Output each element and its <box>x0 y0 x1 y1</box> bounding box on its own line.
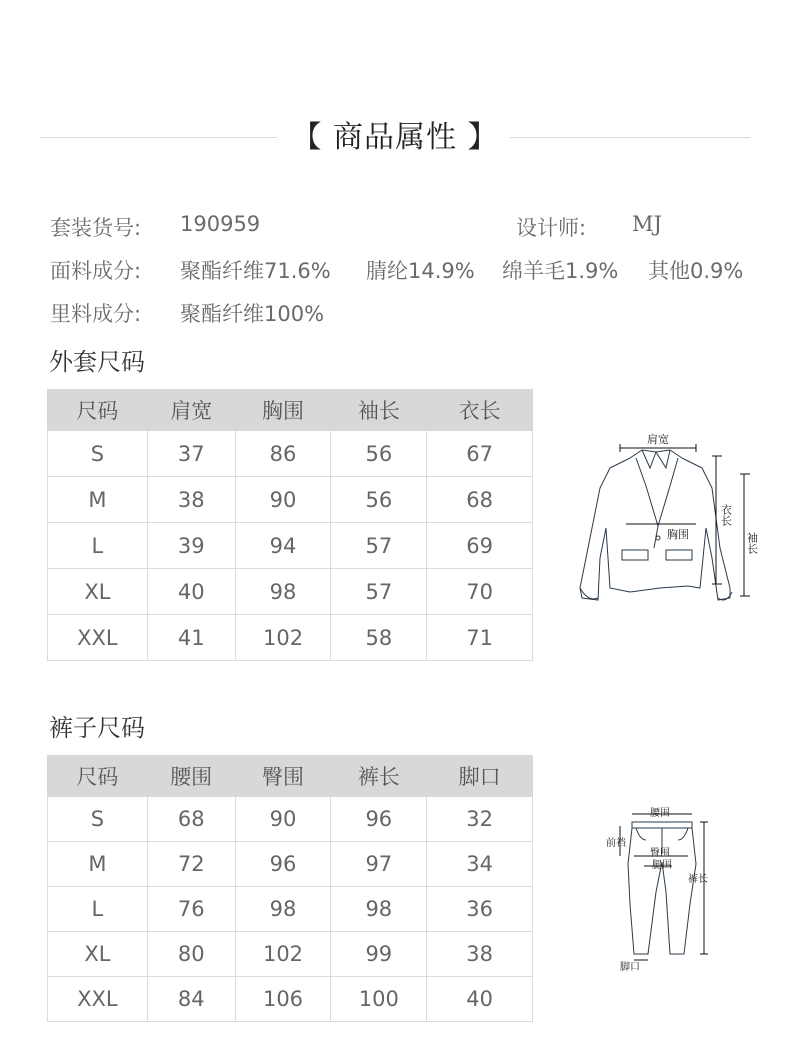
table-cell: 102 <box>235 932 331 977</box>
table-cell: 98 <box>331 887 427 932</box>
column-header: 脚口 <box>427 756 533 797</box>
table-cell: 57 <box>331 569 427 615</box>
length-label <box>720 504 733 527</box>
table-cell: 32 <box>427 797 533 842</box>
table-row <box>48 797 533 842</box>
jacket-size-table <box>47 389 533 661</box>
table-cell: 86 <box>235 431 331 477</box>
front-rise-label: 前裆 <box>606 838 626 849</box>
table-row <box>48 932 533 977</box>
column-header: 肩宽 <box>147 390 235 431</box>
table-cell: 90 <box>235 477 331 523</box>
style-no-label: 套装货号: <box>50 216 142 240</box>
column-header: 袖长 <box>331 390 427 431</box>
waist-label: 腰围 <box>650 808 670 819</box>
table-cell: 97 <box>331 842 427 887</box>
table-header-row <box>48 390 533 431</box>
shoulder-label: 肩宽 <box>647 433 669 446</box>
table-cell: 98 <box>235 887 331 932</box>
table-cell: 69 <box>427 523 533 569</box>
column-header: 裤长 <box>331 756 427 797</box>
table-cell: 38 <box>427 932 533 977</box>
style-no-value: 190959 <box>180 212 261 236</box>
table-cell: 80 <box>147 932 235 977</box>
table-cell: 94 <box>235 523 331 569</box>
table-cell: 100 <box>331 977 427 1022</box>
table-cell: 76 <box>147 887 235 932</box>
fabric-item: 聚酯纤维71.6% <box>180 259 331 283</box>
sleeve-label-text: 袖长 <box>745 532 759 554</box>
table-cell: 40 <box>147 569 235 615</box>
table-cell: 58 <box>331 615 427 661</box>
table-cell: 96 <box>235 842 331 887</box>
table-row <box>48 569 533 615</box>
table-cell: 99 <box>331 932 427 977</box>
table-cell: XXL <box>48 615 148 661</box>
fabric-item: 绵羊毛1.9% <box>502 259 619 283</box>
fabric-label: 面料成分: <box>50 259 142 283</box>
hip-label: 臀围 <box>650 848 670 859</box>
length-label-text: 衣长 <box>719 504 733 526</box>
sleeve-label <box>746 531 759 555</box>
table-cell: S <box>48 797 148 842</box>
pants-section-title: 裤子尺码 <box>49 714 145 742</box>
fabric-item: 腈纶14.9% <box>366 259 475 283</box>
table-cell: 34 <box>427 842 533 887</box>
table-cell: S <box>48 431 148 477</box>
pants-size-table <box>47 755 533 1022</box>
table-cell: M <box>48 477 148 523</box>
table-cell: 38 <box>147 477 235 523</box>
table-cell: 37 <box>147 431 235 477</box>
pants-measurement-diagram <box>600 804 730 976</box>
table-cell: M <box>48 842 148 887</box>
table-cell: XXL <box>48 977 148 1022</box>
table-cell: XL <box>48 932 148 977</box>
table-cell: 67 <box>427 431 533 477</box>
column-header: 尺码 <box>48 756 148 797</box>
thigh-label: 腿围 <box>652 860 672 871</box>
table-row <box>48 887 533 932</box>
page-title: 【 商品属性 】 <box>291 120 499 155</box>
table-cell: 56 <box>331 477 427 523</box>
table-cell: 68 <box>427 477 533 523</box>
table-cell: 36 <box>427 887 533 932</box>
lining-value: 聚酯纤维100% <box>180 302 325 326</box>
table-cell: 96 <box>331 797 427 842</box>
table-cell: 106 <box>235 977 331 1022</box>
lining-label: 里料成分: <box>50 302 142 326</box>
designer-value: MJ <box>632 212 662 236</box>
table-row <box>48 977 533 1022</box>
table-header-row <box>48 756 533 797</box>
chest-label: 胸围 <box>667 528 689 541</box>
table-row <box>48 477 533 523</box>
column-header: 胸围 <box>235 390 331 431</box>
column-header: 衣长 <box>427 390 533 431</box>
table-cell: 84 <box>147 977 235 1022</box>
table-cell: XL <box>48 569 148 615</box>
column-header: 臀围 <box>235 756 331 797</box>
table-cell: 102 <box>235 615 331 661</box>
table-row <box>48 431 533 477</box>
table-cell: 57 <box>331 523 427 569</box>
length-label: 裤长 <box>688 874 708 885</box>
table-cell: 90 <box>235 797 331 842</box>
table-cell: 70 <box>427 569 533 615</box>
fabric-item: 其他0.9% <box>648 259 744 283</box>
table-row <box>48 523 533 569</box>
table-cell: 39 <box>147 523 235 569</box>
table-cell: 56 <box>331 431 427 477</box>
table-row <box>48 615 533 661</box>
table-cell: 40 <box>427 977 533 1022</box>
table-cell: 72 <box>147 842 235 887</box>
table-cell: 68 <box>147 797 235 842</box>
table-cell: 98 <box>235 569 331 615</box>
jacket-measurement-diagram <box>570 428 770 610</box>
hem-label: 脚口 <box>620 962 640 973</box>
table-cell: 71 <box>427 615 533 661</box>
table-cell: L <box>48 523 148 569</box>
table-cell: L <box>48 887 148 932</box>
column-header: 腰围 <box>147 756 235 797</box>
column-header: 尺码 <box>48 390 148 431</box>
table-cell: 41 <box>147 615 235 661</box>
table-row <box>48 842 533 887</box>
jacket-section-title: 外套尺码 <box>49 348 145 376</box>
designer-label: 设计师: <box>516 216 587 240</box>
